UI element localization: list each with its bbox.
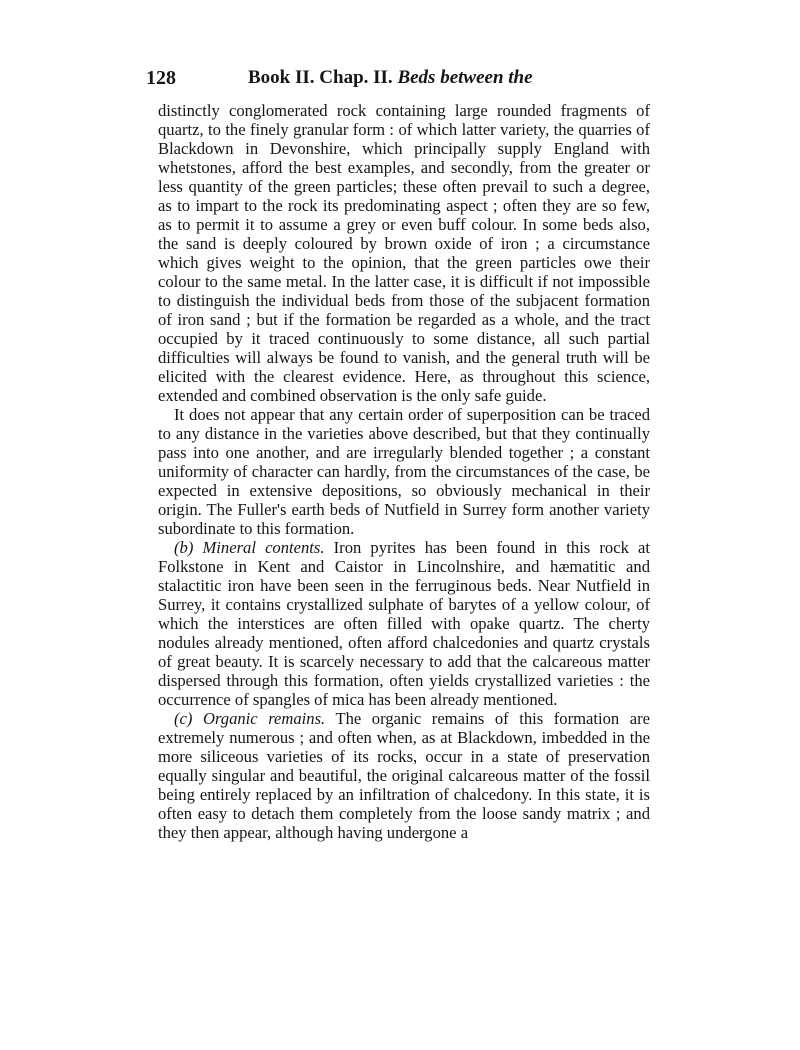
body-text bbox=[158, 101, 650, 842]
page-header bbox=[146, 63, 656, 93]
paragraph-mineral-contents bbox=[158, 538, 650, 709]
section-label-mineral-contents: (b) Mineral contents. bbox=[174, 538, 325, 557]
running-head bbox=[248, 63, 533, 93]
paragraph-organic-remains bbox=[158, 709, 650, 842]
paragraph-superposition: It does not appear that any certain order of superposition can be traced to any distance in the varieties above described, but that they continually pass into one another, and are irregularly blended together ; a constant uniformity of character can hardly, from the circumstances of the case, be expected in extensive depositions, so obviously mechanical in their origin. The Fuller's earth beds of Nutfield in Surrey form another variety subordinate to this formation. bbox=[158, 405, 650, 538]
section-label-organic-remains: (c) Organic remains. bbox=[174, 709, 326, 728]
paragraph-mineral-contents-text: Iron pyrites has been found in this rock at Folkstone in Kent and Caistor in Lincolnshire, and hæmatitic and stalactitic iron have been seen in the ferruginous beds. Near Nutfield in Surrey, it contains crystallized sulphate of barytes of a yellow colour, of which the interstices are often filled with opake quartz. The cherty nodules already mentioned, often afford chalcedonies and quartz crystals of great beauty. It is scarcely necessary to add that the calcareous matter dispersed through this formation, often yields crystallized varieties : the occurrence of spangles of mica has been already mentioned. bbox=[158, 538, 650, 709]
paragraph-continuation: distinctly conglomerated rock containing large rounded fragments of quartz, to the finely granular form : of which latter variety, the quarries of Blackdown in Devonshire, which principally supply England with whetstones, afford the best examples, and secondly, from the greater or less quantity of the green particles; these often prevail to such a degree, as to impart to the rock its predominating aspect ; often they are so few, as to permit it to assume a grey or even buff colour. In some beds also, the sand is deeply coloured by brown oxide of iron ; a circumstance which gives weight to the opinion, that the green particles owe their colour to the same metal. In the latter case, it is difficult if not impossible to distinguish the individual beds from those of the subjacent formation of iron sand ; but if the formation be regarded as a whole, and the tract occupied by it traced continuously to some distance, all such partial difficulties will always be found to vanish, and the general truth will be elicited with the clearest evidence. Here, as throughout this science, extended and combined observation is the only safe guide. bbox=[158, 101, 650, 405]
page-number: 128 bbox=[146, 67, 176, 89]
running-head-book: Book II. bbox=[248, 67, 315, 88]
running-head-title: Beds between the bbox=[397, 67, 533, 88]
running-head-chapter: Chap. II. bbox=[319, 67, 393, 88]
paragraph-organic-remains-text: The organic remains of this formation are extremely numerous ; and often when, as at Blackdown, imbedded in the more siliceous varieties of its rocks, occur in a state of preservation equally singular and beautiful, the original calcareous matter of the fossil being entirely replaced by an infiltration of chalcedony. In this state, it is often easy to detach them completely from the loose sandy matrix ; and they then appear, although having undergone a bbox=[158, 709, 650, 842]
